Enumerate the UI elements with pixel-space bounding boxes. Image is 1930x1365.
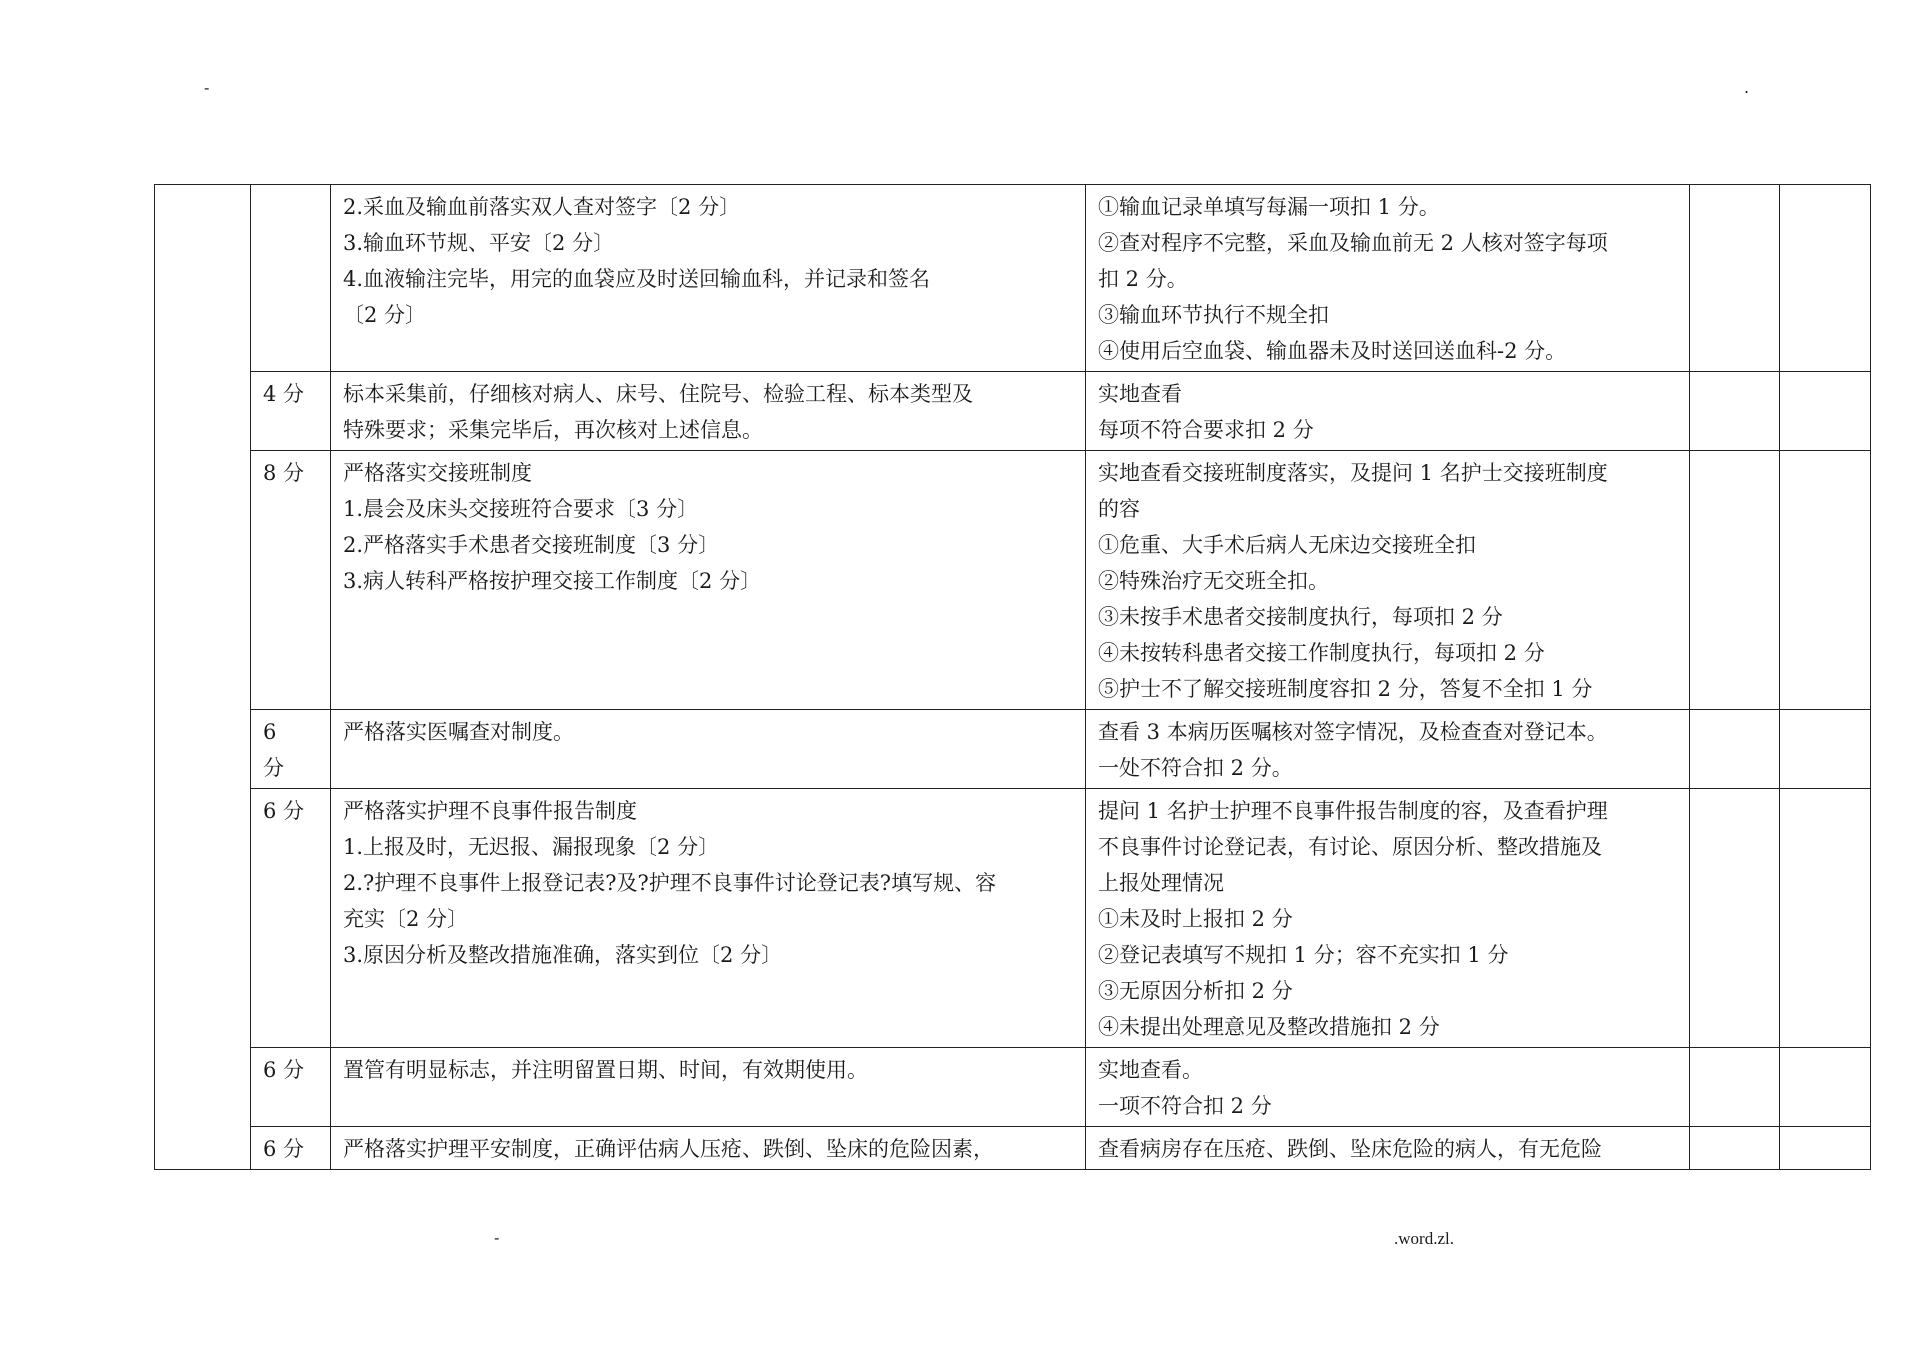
- method-line: ④未提出处理意见及整改措施扣 2 分: [1098, 1015, 1440, 1039]
- requirement-line: 3.原因分析及整改措施准确，落实到位〔2 分〕: [343, 943, 783, 967]
- requirement-cell: [331, 1048, 1086, 1127]
- requirement-line: 2.严格落实手术患者交接班制度〔3 分〕: [343, 533, 720, 557]
- requirement-line: 充实〔2 分〕: [343, 907, 469, 931]
- method-cell: [1086, 372, 1690, 451]
- footer-left-mark: -: [494, 1228, 500, 1247]
- table-row: [155, 372, 1871, 451]
- method-line: ④使用后空血袋、输血器未及时送回送血科-2 分。: [1098, 339, 1567, 363]
- requirement-line: 1.上报及时，无迟报、漏报现象〔2 分〕: [343, 835, 720, 859]
- requirement-line: 严格落实护理平安制度，正确评估病人压疮、跌倒、坠床的危险因素，: [343, 1137, 994, 1161]
- remark-cell: [1780, 372, 1871, 451]
- score-cell: 6 分: [251, 1127, 331, 1170]
- method-line: ④未按转科患者交接工作制度执行，每项扣 2 分: [1098, 641, 1545, 665]
- method-line: 不良事件讨论登记表，有讨论、原因分析、整改措施及: [1098, 835, 1602, 859]
- method-line: 查看 3 本病历医嘱核对签字情况，及检查查对登记本。: [1098, 720, 1608, 744]
- method-line: ②登记表填写不规扣 1 分；容不充实扣 1 分: [1098, 943, 1509, 967]
- requirement-line: 2.采血及输血前落实双人查对签字〔2 分〕: [343, 195, 741, 219]
- remark-cell: [1780, 1127, 1871, 1170]
- nursing-evaluation-table: [154, 184, 1871, 1170]
- method-line: 实地查看: [1098, 382, 1182, 406]
- method-line: 每项不符合要求扣 2 分: [1098, 418, 1314, 442]
- method-line: 扣 2 分。: [1098, 267, 1188, 291]
- deduction-cell: [1690, 1127, 1780, 1170]
- deduction-cell: [1690, 1048, 1780, 1127]
- remark-cell: [1780, 185, 1871, 372]
- method-line: 的容: [1098, 497, 1140, 521]
- requirement-cell: [331, 710, 1086, 789]
- method-line: ③输血环节执行不规全扣: [1098, 303, 1329, 327]
- method-line: 提问 1 名护士护理不良事件报告制度的容，及查看护理: [1098, 799, 1608, 823]
- method-cell: [1086, 1048, 1690, 1127]
- requirement-cell: [331, 789, 1086, 1048]
- method-line: ③无原因分析扣 2 分: [1098, 979, 1293, 1003]
- deduction-cell: [1690, 789, 1780, 1048]
- method-line: ①未及时上报扣 2 分: [1098, 907, 1293, 931]
- deduction-cell: [1690, 451, 1780, 710]
- method-cell: [1086, 1127, 1690, 1170]
- method-cell: [1086, 710, 1690, 789]
- remark-cell: [1780, 789, 1871, 1048]
- method-line: 实地查看交接班制度落实，及提问 1 名护士交接班制度: [1098, 461, 1608, 485]
- method-line: ③未按手术患者交接制度执行，每项扣 2 分: [1098, 605, 1503, 629]
- method-line: ①危重、大手术后病人无床边交接班全扣: [1098, 533, 1476, 557]
- header-left-mark: -: [204, 78, 210, 97]
- table-row: [155, 1127, 1871, 1170]
- requirement-line: 〔2 分〕: [343, 303, 427, 327]
- method-line: ①输血记录单填写每漏一项扣 1 分。: [1098, 195, 1440, 219]
- method-line: ⑤护士不了解交接班制度容扣 2 分，答复不全扣 1 分: [1098, 677, 1593, 701]
- method-line: ②特殊治疗无交班全扣。: [1098, 569, 1329, 593]
- method-line: ②查对程序不完整，采血及输血前无 2 人核对签字每项: [1098, 231, 1608, 255]
- requirement-cell: [331, 1127, 1086, 1170]
- requirement-line: 标本采集前，仔细核对病人、床号、住院号、检验工程、标本类型及: [343, 382, 973, 406]
- table-row: [155, 789, 1871, 1048]
- header-right-mark: .: [1744, 78, 1750, 97]
- method-line: 查看病房存在压疮、跌倒、坠床危险的病人，有无危险: [1098, 1137, 1602, 1161]
- category-cell: [155, 185, 251, 1170]
- table-row: [155, 1048, 1871, 1127]
- method-cell: [1086, 185, 1690, 372]
- method-line: 实地查看。: [1098, 1058, 1203, 1082]
- method-cell: [1086, 789, 1690, 1048]
- score-cell: [251, 185, 331, 372]
- score-cell: 6 分: [251, 1048, 331, 1127]
- requirement-cell: [331, 372, 1086, 451]
- deduction-cell: [1690, 372, 1780, 451]
- requirement-line: 4.血液输注完毕，用完的血袋应及时送回输血科，并记录和签名: [343, 267, 931, 291]
- requirement-line: 特殊要求；采集完毕后，再次核对上述信息。: [343, 418, 763, 442]
- footer-right-text: .word.zl.: [1394, 1229, 1454, 1248]
- requirement-line: 严格落实医嘱查对制度。: [343, 720, 574, 744]
- score-cell: [251, 710, 331, 789]
- remark-cell: [1780, 710, 1871, 789]
- requirement-cell: [331, 451, 1086, 710]
- score-text: 6 分: [263, 720, 294, 780]
- requirement-line: 置管有明显标志，并注明留置日期、时间，有效期使用。: [343, 1058, 868, 1082]
- method-line: 一项不符合扣 2 分: [1098, 1094, 1272, 1118]
- requirement-line: 1.晨会及床头交接班符合要求〔3 分〕: [343, 497, 699, 521]
- table-row: [155, 185, 1871, 372]
- remark-cell: [1780, 451, 1871, 710]
- method-line: 一处不符合扣 2 分。: [1098, 756, 1293, 780]
- requirement-line: 3.病人转科严格按护理交接工作制度〔2 分〕: [343, 569, 762, 593]
- requirement-cell: [331, 185, 1086, 372]
- table-row: [155, 710, 1871, 789]
- table-row: [155, 451, 1871, 710]
- score-cell: 4 分: [251, 372, 331, 451]
- requirement-line: 2.?护理不良事件上报登记表?及?护理不良事件讨论登记表?填写规、容: [343, 871, 997, 895]
- score-cell: 6 分: [251, 789, 331, 1048]
- remark-cell: [1780, 1048, 1871, 1127]
- method-line: 上报处理情况: [1098, 871, 1224, 895]
- deduction-cell: [1690, 710, 1780, 789]
- method-cell: [1086, 451, 1690, 710]
- deduction-cell: [1690, 185, 1780, 372]
- requirement-line: 3.输血环节规、平安〔2 分〕: [343, 231, 615, 255]
- score-cell: 8 分: [251, 451, 331, 710]
- requirement-line: 严格落实护理不良事件报告制度: [343, 799, 637, 823]
- requirement-line: 严格落实交接班制度: [343, 461, 532, 485]
